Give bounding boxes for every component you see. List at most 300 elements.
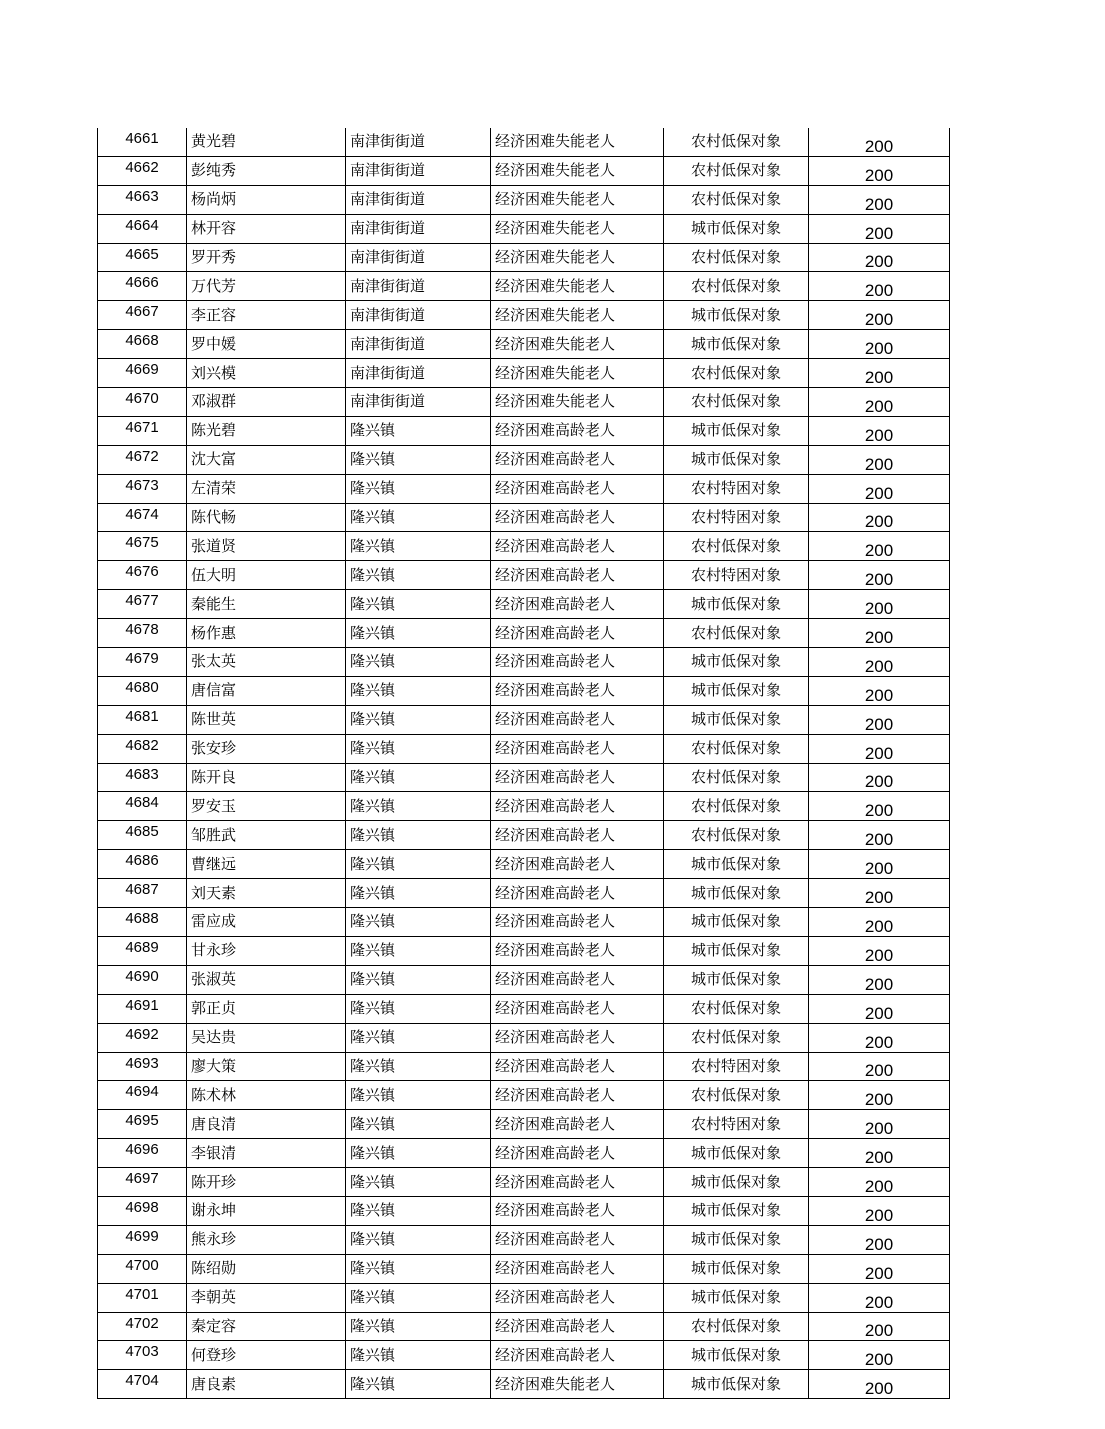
street-cell: 隆兴镇: [346, 1139, 491, 1168]
street-cell: 隆兴镇: [346, 1254, 491, 1283]
assistance-type-cell: 城市低保对象: [664, 330, 809, 359]
row-number-cell: 4669: [98, 359, 187, 388]
name-cell: 秦定容: [187, 1312, 346, 1341]
table-row: [98, 676, 950, 705]
amount-cell: 200: [809, 1341, 950, 1370]
row-number-cell: 4661: [98, 128, 187, 156]
table-row: [98, 1196, 950, 1225]
street-cell: 南津街街道: [346, 185, 491, 214]
assistance-type-cell: 城市低保对象: [664, 1225, 809, 1254]
category-cell: 经济困难高龄老人: [491, 965, 664, 994]
table-row: [98, 850, 950, 879]
category-cell: 经济困难高龄老人: [491, 532, 664, 561]
category-cell: 经济困难高龄老人: [491, 1023, 664, 1052]
street-cell: 南津街街道: [346, 156, 491, 185]
row-number-cell: 4675: [98, 532, 187, 561]
street-cell: 南津街街道: [346, 359, 491, 388]
name-cell: 杨尚炳: [187, 185, 346, 214]
assistance-type-cell: 城市低保对象: [664, 879, 809, 908]
table-row: [98, 330, 950, 359]
street-cell: 隆兴镇: [346, 532, 491, 561]
row-number-cell: 4670: [98, 388, 187, 417]
street-cell: 隆兴镇: [346, 1110, 491, 1139]
street-cell: 隆兴镇: [346, 1341, 491, 1370]
category-cell: 经济困难高龄老人: [491, 763, 664, 792]
assistance-type-cell: 农村低保对象: [664, 272, 809, 301]
category-cell: 经济困难高龄老人: [491, 1052, 664, 1081]
table-row: [98, 359, 950, 388]
assistance-type-cell: 城市低保对象: [664, 676, 809, 705]
name-cell: 沈大富: [187, 445, 346, 474]
amount-cell: 200: [809, 388, 950, 417]
row-number-cell: 4678: [98, 619, 187, 648]
name-cell: 陈光碧: [187, 416, 346, 445]
street-cell: 隆兴镇: [346, 619, 491, 648]
name-cell: 何登珍: [187, 1341, 346, 1370]
name-cell: 彭纯秀: [187, 156, 346, 185]
amount-cell: 200: [809, 936, 950, 965]
row-number-cell: 4664: [98, 214, 187, 243]
row-number-cell: 4696: [98, 1139, 187, 1168]
assistance-type-cell: 城市低保对象: [664, 936, 809, 965]
category-cell: 经济困难高龄老人: [491, 1196, 664, 1225]
category-cell: 经济困难高龄老人: [491, 619, 664, 648]
table-row: [98, 156, 950, 185]
category-cell: 经济困难高龄老人: [491, 821, 664, 850]
amount-cell: 200: [809, 1254, 950, 1283]
row-number-cell: 4685: [98, 821, 187, 850]
street-cell: 南津街街道: [346, 330, 491, 359]
table-body: [98, 128, 950, 1399]
table-row: [98, 185, 950, 214]
category-cell: 经济困难高龄老人: [491, 850, 664, 879]
table-row: [98, 503, 950, 532]
assistance-type-cell: 城市低保对象: [664, 648, 809, 677]
assistance-type-cell: 农村低保对象: [664, 763, 809, 792]
name-cell: 雷应成: [187, 908, 346, 937]
table-row: [98, 1081, 950, 1110]
name-cell: 林开容: [187, 214, 346, 243]
amount-cell: 200: [809, 619, 950, 648]
name-cell: 甘永珍: [187, 936, 346, 965]
table-row: [98, 590, 950, 619]
name-cell: 谢永坤: [187, 1196, 346, 1225]
row-number-cell: 4698: [98, 1196, 187, 1225]
street-cell: 隆兴镇: [346, 734, 491, 763]
table-row: [98, 416, 950, 445]
street-cell: 南津街街道: [346, 272, 491, 301]
assistance-type-cell: 城市低保对象: [664, 965, 809, 994]
amount-cell: 200: [809, 792, 950, 821]
category-cell: 经济困难失能老人: [491, 359, 664, 388]
assistance-type-cell: 城市低保对象: [664, 1341, 809, 1370]
assistance-type-cell: 城市低保对象: [664, 850, 809, 879]
name-cell: 秦能生: [187, 590, 346, 619]
table-row: [98, 1341, 950, 1370]
category-cell: 经济困难失能老人: [491, 156, 664, 185]
name-cell: 罗安玉: [187, 792, 346, 821]
street-cell: 隆兴镇: [346, 416, 491, 445]
row-number-cell: 4700: [98, 1254, 187, 1283]
name-cell: 唐良清: [187, 1110, 346, 1139]
name-cell: 陈世英: [187, 705, 346, 734]
name-cell: 陈代畅: [187, 503, 346, 532]
name-cell: 唐良素: [187, 1370, 346, 1399]
category-cell: 经济困难高龄老人: [491, 445, 664, 474]
table-row: [98, 1139, 950, 1168]
assistance-type-cell: 城市低保对象: [664, 1196, 809, 1225]
street-cell: 隆兴镇: [346, 1168, 491, 1197]
table-row: [98, 128, 950, 156]
category-cell: 经济困难高龄老人: [491, 792, 664, 821]
amount-cell: 200: [809, 214, 950, 243]
row-number-cell: 4694: [98, 1081, 187, 1110]
amount-cell: 200: [809, 705, 950, 734]
category-cell: 经济困难高龄老人: [491, 1110, 664, 1139]
table-row: [98, 1283, 950, 1312]
table-row: [98, 214, 950, 243]
assistance-type-cell: 农村低保对象: [664, 128, 809, 156]
street-cell: 隆兴镇: [346, 936, 491, 965]
row-number-cell: 4679: [98, 648, 187, 677]
amount-cell: 200: [809, 821, 950, 850]
name-cell: 张淑英: [187, 965, 346, 994]
amount-cell: 200: [809, 156, 950, 185]
street-cell: 南津街街道: [346, 301, 491, 330]
row-number-cell: 4686: [98, 850, 187, 879]
name-cell: 邹胜武: [187, 821, 346, 850]
name-cell: 陈开珍: [187, 1168, 346, 1197]
table-row: [98, 1370, 950, 1399]
name-cell: 伍大明: [187, 561, 346, 590]
amount-cell: 200: [809, 1052, 950, 1081]
name-cell: 熊永珍: [187, 1225, 346, 1254]
assistance-type-cell: 城市低保对象: [664, 1168, 809, 1197]
category-cell: 经济困难高龄老人: [491, 705, 664, 734]
name-cell: 左清荣: [187, 474, 346, 503]
street-cell: 隆兴镇: [346, 1023, 491, 1052]
assistance-type-cell: 农村低保对象: [664, 619, 809, 648]
category-cell: 经济困难高龄老人: [491, 1225, 664, 1254]
table-row: [98, 243, 950, 272]
street-cell: 隆兴镇: [346, 705, 491, 734]
amount-cell: 200: [809, 908, 950, 937]
assistance-type-cell: 农村低保对象: [664, 388, 809, 417]
row-number-cell: 4662: [98, 156, 187, 185]
category-cell: 经济困难高龄老人: [491, 908, 664, 937]
name-cell: 陈绍勋: [187, 1254, 346, 1283]
row-number-cell: 4692: [98, 1023, 187, 1052]
category-cell: 经济困难高龄老人: [491, 1312, 664, 1341]
category-cell: 经济困难高龄老人: [491, 734, 664, 763]
assistance-type-cell: 农村低保对象: [664, 1023, 809, 1052]
row-number-cell: 4667: [98, 301, 187, 330]
street-cell: 隆兴镇: [346, 590, 491, 619]
street-cell: 隆兴镇: [346, 908, 491, 937]
assistance-type-cell: 农村特困对象: [664, 474, 809, 503]
subsidy-list-table: [97, 128, 950, 1399]
table-row: [98, 301, 950, 330]
street-cell: 隆兴镇: [346, 994, 491, 1023]
assistance-type-cell: 农村低保对象: [664, 532, 809, 561]
amount-cell: 200: [809, 301, 950, 330]
amount-cell: 200: [809, 676, 950, 705]
street-cell: 隆兴镇: [346, 763, 491, 792]
category-cell: 经济困难高龄老人: [491, 561, 664, 590]
amount-cell: 200: [809, 1081, 950, 1110]
amount-cell: 200: [809, 994, 950, 1023]
table-row: [98, 792, 950, 821]
assistance-type-cell: 农村低保对象: [664, 1312, 809, 1341]
row-number-cell: 4701: [98, 1283, 187, 1312]
assistance-type-cell: 城市低保对象: [664, 1370, 809, 1399]
street-cell: 隆兴镇: [346, 474, 491, 503]
name-cell: 罗开秀: [187, 243, 346, 272]
category-cell: 经济困难失能老人: [491, 272, 664, 301]
table-row: [98, 388, 950, 417]
assistance-type-cell: 农村特困对象: [664, 1052, 809, 1081]
street-cell: 隆兴镇: [346, 850, 491, 879]
table-row: [98, 965, 950, 994]
table-row: [98, 879, 950, 908]
amount-cell: 200: [809, 359, 950, 388]
amount-cell: 200: [809, 561, 950, 590]
assistance-type-cell: 城市低保对象: [664, 301, 809, 330]
assistance-type-cell: 城市低保对象: [664, 1254, 809, 1283]
table-row: [98, 474, 950, 503]
table-row: [98, 532, 950, 561]
row-number-cell: 4690: [98, 965, 187, 994]
table-row: [98, 994, 950, 1023]
assistance-type-cell: 农村低保对象: [664, 359, 809, 388]
category-cell: 经济困难高龄老人: [491, 994, 664, 1023]
amount-cell: 200: [809, 243, 950, 272]
amount-cell: 200: [809, 1312, 950, 1341]
street-cell: 隆兴镇: [346, 1225, 491, 1254]
amount-cell: 200: [809, 850, 950, 879]
street-cell: 隆兴镇: [346, 965, 491, 994]
row-number-cell: 4695: [98, 1110, 187, 1139]
amount-cell: 200: [809, 445, 950, 474]
row-number-cell: 4674: [98, 503, 187, 532]
table-row: [98, 1312, 950, 1341]
assistance-type-cell: 城市低保对象: [664, 445, 809, 474]
table-row: [98, 908, 950, 937]
category-cell: 经济困难失能老人: [491, 1370, 664, 1399]
amount-cell: 200: [809, 1196, 950, 1225]
row-number-cell: 4683: [98, 763, 187, 792]
assistance-type-cell: 农村低保对象: [664, 994, 809, 1023]
amount-cell: 200: [809, 474, 950, 503]
amount-cell: 200: [809, 503, 950, 532]
category-cell: 经济困难失能老人: [491, 330, 664, 359]
amount-cell: 200: [809, 590, 950, 619]
table-row: [98, 619, 950, 648]
assistance-type-cell: 城市低保对象: [664, 1139, 809, 1168]
category-cell: 经济困难高龄老人: [491, 416, 664, 445]
row-number-cell: 4703: [98, 1341, 187, 1370]
assistance-type-cell: 城市低保对象: [664, 908, 809, 937]
row-number-cell: 4688: [98, 908, 187, 937]
assistance-type-cell: 城市低保对象: [664, 590, 809, 619]
row-number-cell: 4680: [98, 676, 187, 705]
table-row: [98, 821, 950, 850]
name-cell: 张安珍: [187, 734, 346, 763]
category-cell: 经济困难高龄老人: [491, 936, 664, 965]
assistance-type-cell: 农村特困对象: [664, 503, 809, 532]
table-row: [98, 561, 950, 590]
street-cell: 隆兴镇: [346, 561, 491, 590]
street-cell: 隆兴镇: [346, 445, 491, 474]
category-cell: 经济困难失能老人: [491, 128, 664, 156]
table-row: [98, 705, 950, 734]
category-cell: 经济困难失能老人: [491, 243, 664, 272]
row-number-cell: 4697: [98, 1168, 187, 1197]
street-cell: 隆兴镇: [346, 1052, 491, 1081]
amount-cell: 200: [809, 330, 950, 359]
table-row: [98, 1110, 950, 1139]
name-cell: 刘天素: [187, 879, 346, 908]
amount-cell: 200: [809, 1110, 950, 1139]
category-cell: 经济困难失能老人: [491, 388, 664, 417]
name-cell: 曹继远: [187, 850, 346, 879]
table-row: [98, 445, 950, 474]
table-row: [98, 1168, 950, 1197]
table-row: [98, 648, 950, 677]
row-number-cell: 4676: [98, 561, 187, 590]
category-cell: 经济困难高龄老人: [491, 1283, 664, 1312]
amount-cell: 200: [809, 128, 950, 156]
category-cell: 经济困难高龄老人: [491, 503, 664, 532]
amount-cell: 200: [809, 1168, 950, 1197]
category-cell: 经济困难高龄老人: [491, 1139, 664, 1168]
row-number-cell: 4689: [98, 936, 187, 965]
amount-cell: 200: [809, 416, 950, 445]
category-cell: 经济困难高龄老人: [491, 1168, 664, 1197]
street-cell: 南津街街道: [346, 214, 491, 243]
row-number-cell: 4699: [98, 1225, 187, 1254]
assistance-type-cell: 农村特困对象: [664, 1110, 809, 1139]
amount-cell: 200: [809, 272, 950, 301]
table-row: [98, 1052, 950, 1081]
row-number-cell: 4671: [98, 416, 187, 445]
name-cell: 张太英: [187, 648, 346, 677]
name-cell: 黄光碧: [187, 128, 346, 156]
assistance-type-cell: 农村低保对象: [664, 734, 809, 763]
category-cell: 经济困难高龄老人: [491, 879, 664, 908]
amount-cell: 200: [809, 1283, 950, 1312]
amount-cell: 200: [809, 734, 950, 763]
name-cell: 廖大策: [187, 1052, 346, 1081]
name-cell: 罗中媛: [187, 330, 346, 359]
name-cell: 陈术林: [187, 1081, 346, 1110]
amount-cell: 200: [809, 648, 950, 677]
row-number-cell: 4682: [98, 734, 187, 763]
name-cell: 张道贤: [187, 532, 346, 561]
name-cell: 李正容: [187, 301, 346, 330]
assistance-type-cell: 城市低保对象: [664, 416, 809, 445]
row-number-cell: 4663: [98, 185, 187, 214]
amount-cell: 200: [809, 1225, 950, 1254]
assistance-type-cell: 城市低保对象: [664, 1283, 809, 1312]
name-cell: 李银清: [187, 1139, 346, 1168]
amount-cell: 200: [809, 185, 950, 214]
amount-cell: 200: [809, 1023, 950, 1052]
row-number-cell: 4665: [98, 243, 187, 272]
row-number-cell: 4673: [98, 474, 187, 503]
row-number-cell: 4693: [98, 1052, 187, 1081]
street-cell: 隆兴镇: [346, 792, 491, 821]
amount-cell: 200: [809, 763, 950, 792]
table-row: [98, 734, 950, 763]
category-cell: 经济困难失能老人: [491, 214, 664, 243]
row-number-cell: 4684: [98, 792, 187, 821]
assistance-type-cell: 农村低保对象: [664, 1081, 809, 1110]
row-number-cell: 4687: [98, 879, 187, 908]
row-number-cell: 4672: [98, 445, 187, 474]
street-cell: 隆兴镇: [346, 1283, 491, 1312]
street-cell: 隆兴镇: [346, 879, 491, 908]
category-cell: 经济困难高龄老人: [491, 1254, 664, 1283]
street-cell: 隆兴镇: [346, 821, 491, 850]
table-row: [98, 936, 950, 965]
category-cell: 经济困难高龄老人: [491, 1081, 664, 1110]
street-cell: 南津街街道: [346, 388, 491, 417]
name-cell: 万代芳: [187, 272, 346, 301]
assistance-type-cell: 农村低保对象: [664, 821, 809, 850]
name-cell: 杨作惠: [187, 619, 346, 648]
category-cell: 经济困难高龄老人: [491, 676, 664, 705]
row-number-cell: 4681: [98, 705, 187, 734]
street-cell: 隆兴镇: [346, 1370, 491, 1399]
row-number-cell: 4666: [98, 272, 187, 301]
table-row: [98, 763, 950, 792]
amount-cell: 200: [809, 532, 950, 561]
street-cell: 南津街街道: [346, 243, 491, 272]
name-cell: 李朝英: [187, 1283, 346, 1312]
name-cell: 刘兴模: [187, 359, 346, 388]
category-cell: 经济困难失能老人: [491, 301, 664, 330]
assistance-type-cell: 农村低保对象: [664, 792, 809, 821]
name-cell: 郭正贞: [187, 994, 346, 1023]
category-cell: 经济困难高龄老人: [491, 648, 664, 677]
name-cell: 吴达贵: [187, 1023, 346, 1052]
street-cell: 隆兴镇: [346, 503, 491, 532]
category-cell: 经济困难高龄老人: [491, 1341, 664, 1370]
assistance-type-cell: 农村低保对象: [664, 243, 809, 272]
assistance-type-cell: 城市低保对象: [664, 214, 809, 243]
name-cell: 邓淑群: [187, 388, 346, 417]
name-cell: 陈开良: [187, 763, 346, 792]
name-cell: 唐信富: [187, 676, 346, 705]
assistance-type-cell: 城市低保对象: [664, 705, 809, 734]
row-number-cell: 4702: [98, 1312, 187, 1341]
table-row: [98, 1225, 950, 1254]
assistance-type-cell: 农村低保对象: [664, 156, 809, 185]
row-number-cell: 4704: [98, 1370, 187, 1399]
row-number-cell: 4668: [98, 330, 187, 359]
amount-cell: 200: [809, 1139, 950, 1168]
amount-cell: 200: [809, 879, 950, 908]
street-cell: 隆兴镇: [346, 1196, 491, 1225]
category-cell: 经济困难高龄老人: [491, 474, 664, 503]
row-number-cell: 4691: [98, 994, 187, 1023]
category-cell: 经济困难失能老人: [491, 185, 664, 214]
table-row: [98, 1023, 950, 1052]
street-cell: 隆兴镇: [346, 676, 491, 705]
amount-cell: 200: [809, 1370, 950, 1399]
table-row: [98, 272, 950, 301]
